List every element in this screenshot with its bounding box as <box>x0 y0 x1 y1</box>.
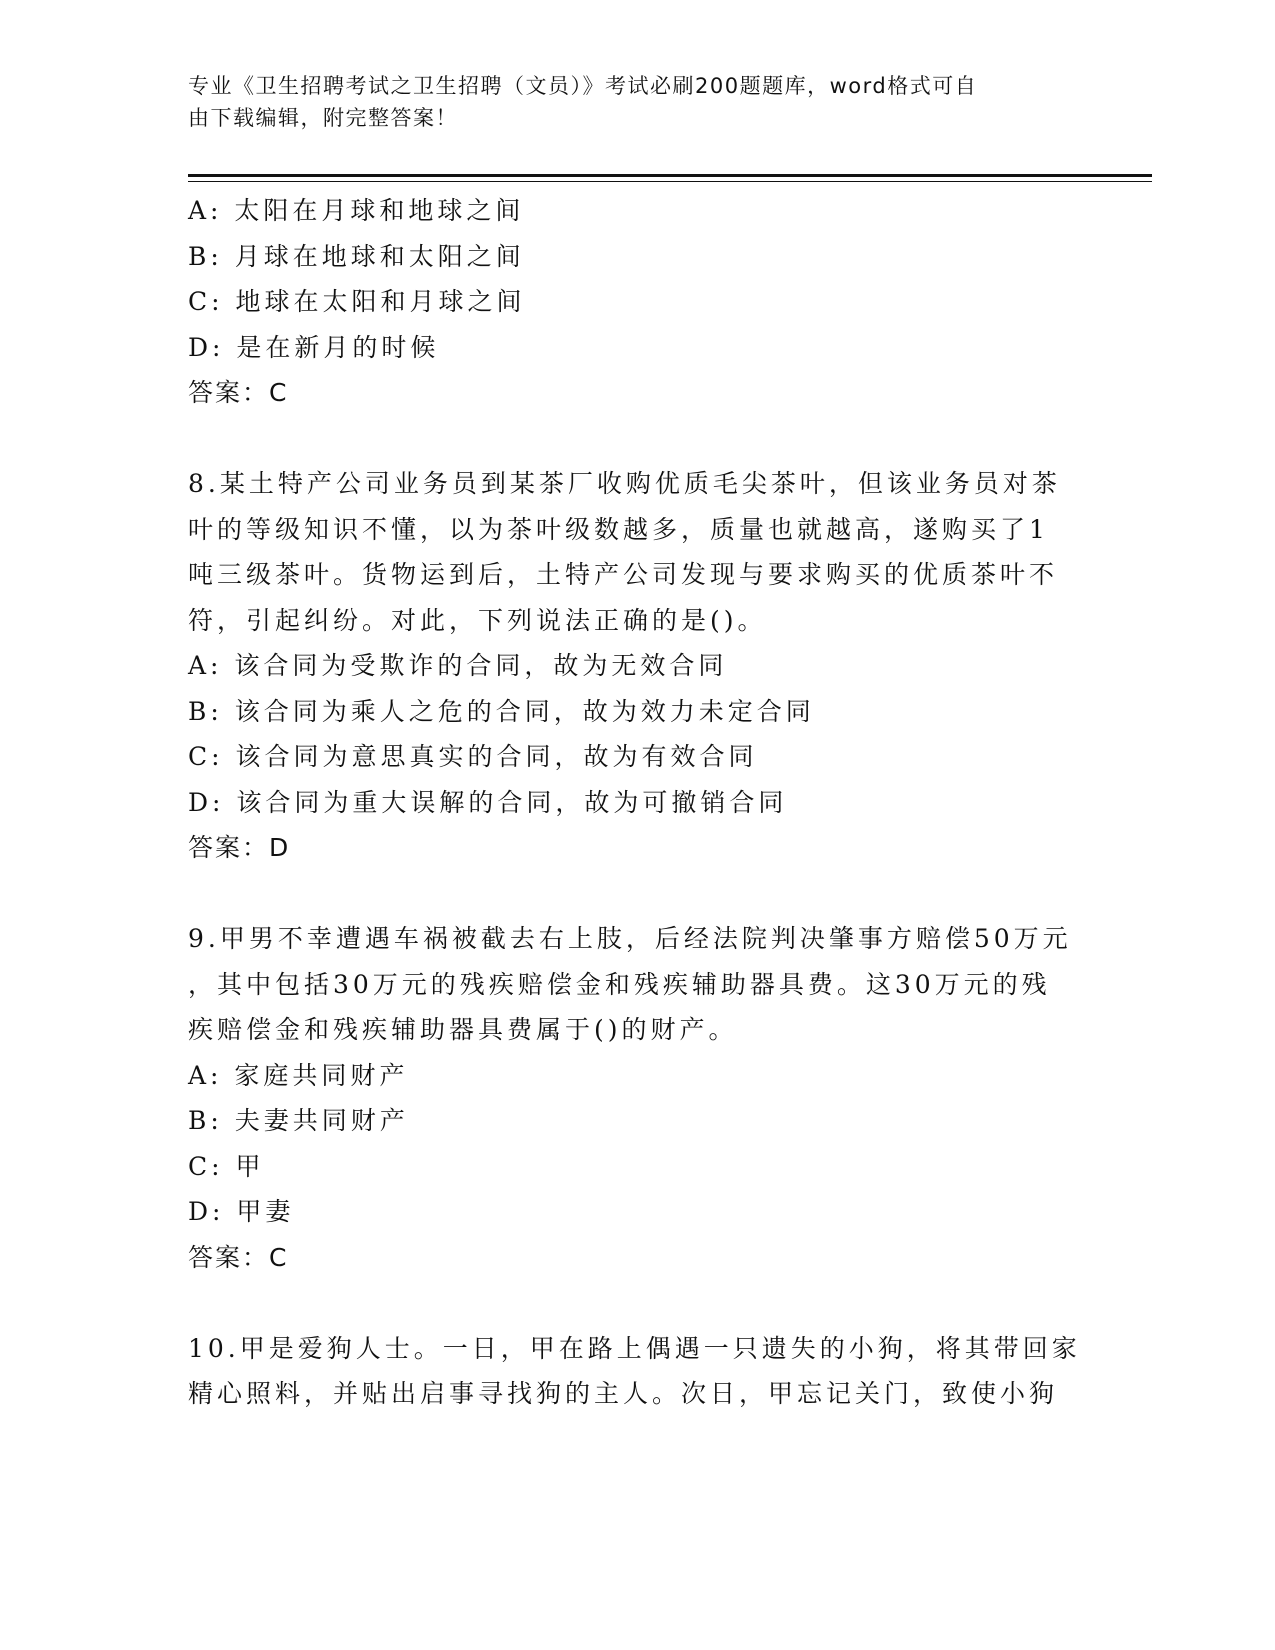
question-text-line: 叶的等级知识不懂，以为茶叶级数越多，质量也就越高，遂购买了1 <box>188 514 1049 544</box>
document-header <box>188 70 1068 134</box>
header-divider-thick <box>188 174 1152 177</box>
option-a: A: 该合同为受欺诈的合同，故为无效合同 <box>188 651 728 680</box>
answer: 答案：C <box>188 1242 289 1272</box>
question-text-line: 符，引起纠纷。对此，下列说法正确的是()。 <box>188 605 767 635</box>
question-text-line: 精心照料，并贴出启事寻找狗的主人。次日，甲忘记关门，致使小狗 <box>188 1379 1059 1408</box>
header-divider-thin <box>188 181 1152 182</box>
header-line-1: 专业《卫生招聘考试之卫生招聘（文员）》考试必刷200题题库，word格式可自 <box>188 74 978 98</box>
option-b: B: 该合同为乘人之危的合同，故为效力未定合同 <box>188 696 815 726</box>
option-d: D: 该合同为重大误解的合同，故为可撤销合同 <box>188 787 788 817</box>
question-text-line: 吨三级茶叶。货物运到后，土特产公司发现与要求购买的优质茶叶不 <box>188 560 1059 589</box>
question-text-line: 8.某土特产公司业务员到某茶厂收购优质毛尖茶叶，但该业务员对茶 <box>188 469 1061 498</box>
question-text-line: 疾赔偿金和残疾辅助器具费属于()的财产。 <box>188 1015 738 1044</box>
header-line-2: 由下载编辑，附完整答案！ <box>188 106 458 130</box>
answer: 答案：D <box>188 833 291 862</box>
question-block-10 <box>188 1326 1081 1417</box>
option-c: C: 地球在太阳和月球之间 <box>188 287 526 316</box>
question-block-7 <box>188 188 1078 416</box>
option-d: D: 是在新月的时候 <box>188 332 440 362</box>
option-c: C: 该合同为意思真实的合同，故为有效合同 <box>188 742 758 771</box>
option-c: C: 甲 <box>188 1151 265 1181</box>
question-text-line: ，其中包括30万元的残疾赔偿金和残疾辅助器具费。这30万元的残 <box>188 969 1051 999</box>
option-b: B: 月球在地球和太阳之间 <box>188 241 525 271</box>
option-d: D: 甲妻 <box>188 1197 295 1226</box>
option-b: B: 夫妻共同财产 <box>188 1106 409 1135</box>
answer: 答案：C <box>188 378 289 407</box>
question-text-line: 10.甲是爱狗人士。一日，甲在路上偶遇一只遗失的小狗，将其带回家 <box>188 1333 1081 1363</box>
option-a: A: 太阳在月球和地球之间 <box>188 196 525 225</box>
question-block-8 <box>188 461 1078 871</box>
option-a: A: 家庭共同财产 <box>188 1060 409 1090</box>
question-list <box>188 188 1081 1417</box>
question-block-9 <box>188 916 1078 1280</box>
question-text-line: 9.甲男不幸遭遇车祸被截去右上肢，后经法院判决肇事方赔偿50万元 <box>188 924 1072 953</box>
